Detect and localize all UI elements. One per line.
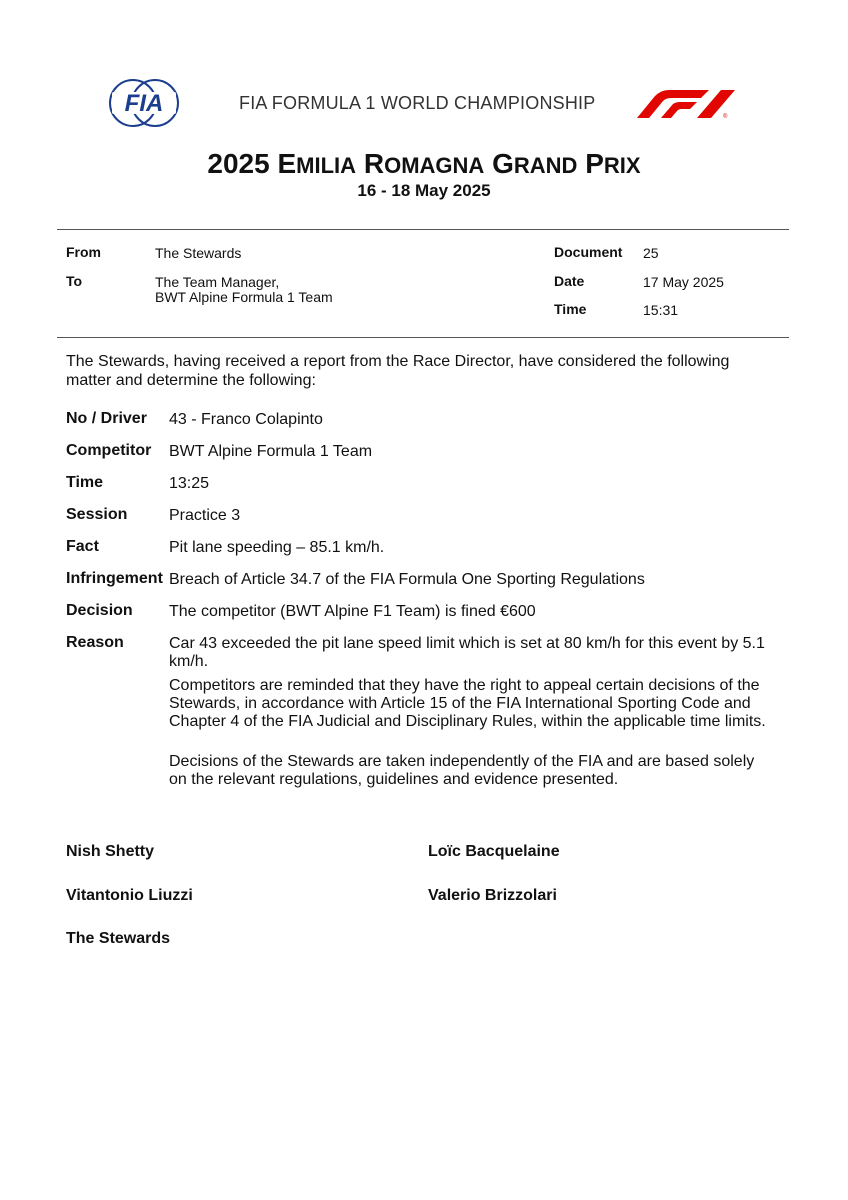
event-name-initial: E bbox=[277, 148, 297, 179]
fact-label: Fact bbox=[66, 538, 99, 555]
date-value: 17 May 2025 bbox=[643, 274, 724, 290]
incident-time-value: 13:25 bbox=[169, 475, 210, 492]
driver-label: No / Driver bbox=[66, 410, 147, 427]
time-value: 15:31 bbox=[643, 302, 679, 318]
session-label: Session bbox=[66, 506, 128, 523]
event-name-initial: R bbox=[363, 148, 385, 179]
incident-time-label: Time bbox=[66, 474, 104, 491]
to-value-line2: BWT Alpine Formula 1 Team bbox=[155, 289, 333, 305]
steward-name: Vitantonio Liuzzi bbox=[66, 887, 193, 904]
date-label: Date bbox=[554, 273, 585, 289]
championship-heading: FIA FORMULA 1 WORLD CHAMPIONSHIP bbox=[239, 93, 596, 113]
document-label: Document bbox=[554, 244, 623, 260]
from-label: From bbox=[66, 244, 101, 260]
f1-logo bbox=[635, 88, 735, 120]
competitor-label: Competitor bbox=[66, 442, 152, 459]
event-dates: 16 - 18 May 2025 bbox=[357, 181, 491, 200]
steward-name: Loïc Bacquelaine bbox=[428, 843, 560, 860]
decision-value: The competitor (BWT Alpine F1 Team) is fined €600 bbox=[169, 603, 536, 620]
infringement-value: Breach of Article 34.7 of the FIA Formula One Sporting Regulations bbox=[169, 571, 645, 588]
reason-label: Reason bbox=[66, 634, 124, 651]
fia-logo bbox=[108, 78, 180, 128]
document-value: 25 bbox=[643, 245, 659, 261]
from-value: The Stewards bbox=[155, 245, 242, 261]
appeal-note: Competitors are reminded that they have the right to appeal certain decisions of the Stewards, in accordance with Article 15 of the FIA International Sporting Code and Chapter 4 of the FIA Judicial and Disciplinary Rules, within the applicable time limits. bbox=[169, 677, 766, 730]
event-name-rest: MILIA bbox=[296, 153, 357, 178]
fia-logo-text: FIA bbox=[124, 90, 164, 117]
event-name-initial: P bbox=[585, 148, 604, 179]
svg-text:®: ® bbox=[723, 114, 728, 120]
event-name-rest: OMAGNA bbox=[384, 153, 485, 178]
driver-value: 43 - Franco Colapinto bbox=[169, 411, 323, 428]
time-label: Time bbox=[554, 301, 587, 317]
intro-paragraph: The Stewards, having received a report from the Race Director, have considered the following matter and determine the following: bbox=[66, 353, 730, 389]
divider-top bbox=[57, 229, 789, 230]
session-value: Practice 3 bbox=[169, 507, 241, 524]
event-name-initial: G bbox=[492, 148, 514, 179]
event-year: 2025 bbox=[207, 148, 270, 179]
stewards-closing: The Stewards bbox=[66, 930, 171, 947]
steward-name: Nish Shetty bbox=[66, 843, 155, 860]
steward-name: Valerio Brizzolari bbox=[428, 887, 557, 904]
reason-value: Car 43 exceeded the pit lane speed limit which is set at 80 km/h for this event by 5.1 km/h. bbox=[169, 635, 765, 670]
to-value-line1: The Team Manager, bbox=[155, 274, 280, 290]
event-name-rest: RAND bbox=[513, 153, 578, 178]
fact-value: Pit lane speeding – 85.1 km/h. bbox=[169, 539, 385, 556]
independence-note: Decisions of the Stewards are taken independently of the FIA and are based solely on the relevant regulations, guidelines and evidence presented. bbox=[169, 753, 755, 788]
to-label: To bbox=[66, 273, 83, 289]
divider-bottom bbox=[57, 337, 789, 338]
infringement-label: Infringement bbox=[66, 570, 163, 587]
competitor-value: BWT Alpine Formula 1 Team bbox=[169, 443, 373, 460]
decision-label: Decision bbox=[66, 602, 133, 619]
event-name-rest: RIX bbox=[603, 153, 641, 178]
event-title bbox=[0, 148, 848, 180]
